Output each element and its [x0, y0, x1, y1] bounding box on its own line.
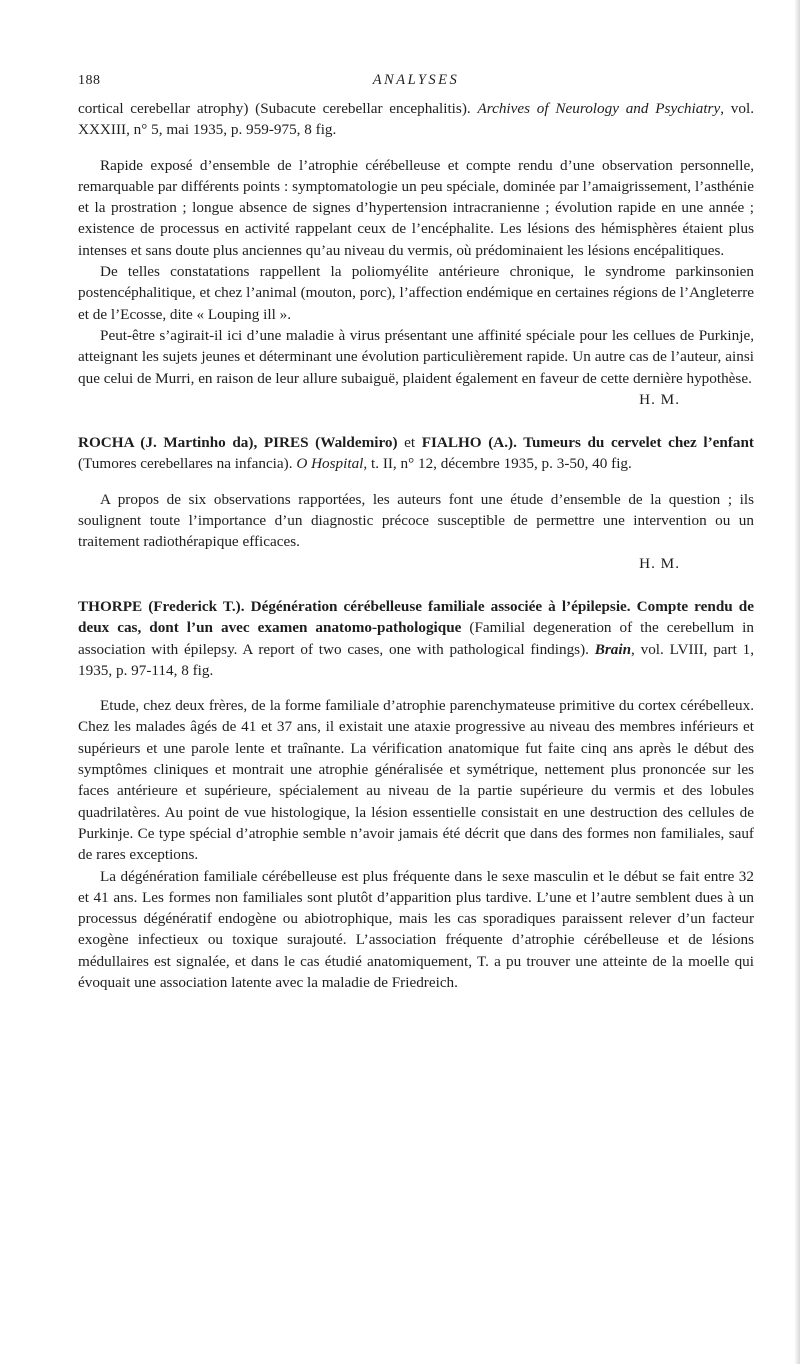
article-title: Tumeurs du cervelet chez l’enfant	[523, 434, 754, 452]
entry-reference	[78, 98, 754, 141]
author-surname: FIALHO	[421, 434, 482, 452]
abstract-paragraph: De telles constatations rappellent la poliomyélite antérieure chronique, le syndrome parkinsonien postencéphalitique, et chez l’animal (mouton, porc), l’affection endémique en certaines régions de l’Angleterre et de l’Ecosse, dite « Louping ill ».	[78, 263, 754, 323]
author-given-name: (Frederick T.).	[142, 597, 251, 615]
author-given-name: (Waldemiro)	[308, 434, 398, 452]
article-title: Dégénération cérébelleuse familiale associée à l’épilepsie. Compte rendu de deux cas, dont l’un avec examen anatomo-pathologique	[78, 597, 754, 637]
reviewer-signature: H. M.	[639, 554, 680, 572]
abstract-paragraph: Peut-être s’agirait-il ici d’une maladie à virus présentant une affinité spéciale pour les cellues de Purkinje, atteignant les sujets jeunes et déterminant une évolution particulièrement rapide. Un autre cas de l’auteur, ainsi que celui de Murri, en raison de leur allure subaiguë, plaident également en faveur de cette dernière hypothèse.	[78, 326, 754, 387]
page-edge-shadow	[794, 0, 800, 1364]
reference-text: cortical cerebellar atrophy) (Subacute cerebellar encephalitis).	[78, 100, 478, 117]
running-head	[78, 70, 754, 92]
original-title: (Familial degeneration of the cerebellum in association with épilepsy. A report of two cases, one with pathological findings).	[78, 619, 754, 658]
journal-name: Brain	[594, 640, 632, 658]
abstract-paragraph: Etude, chez deux frères, de la forme familiale d’atrophie parenchymateuse primitive du cortex cérébelleux. Chez les malades âgés de 41 et 37 ans, il existait une ataxie progressive au niveau des membres inférieurs et supérieurs et une parole lente et traînante. La vérification anatomique fut faite cinq ans après le début des symptômes cliniques et montrait une atrophie généralisée et symétrique, nettement plus prononcée sur les faces antérieure et supérieure, spécialement au niveau de la partie supérieure du vermis et des lobules quadrilatères. Au point de vue histologique, la lésion essentielle consistait en une destruction des cellules de Purkinje. Ce type spécial d’atrophie semble n’avoir jamais été décrit que dans des formes non familiales, sauf de rares exceptions.	[78, 697, 754, 864]
page-number: 188	[78, 73, 101, 88]
reference-details: , t. II, n° 12, décembre 1935, p. 3-50, 40 fig.	[363, 455, 632, 473]
running-title: ANALYSES	[372, 72, 460, 88]
abstract-paragraph: La dégénération familiale cérébelleuse est plus fréquente dans le sexe masculin et le début se fait entre 32 et 41 ans. Les formes non familiales sont plutôt d’apparition plus tardive. L’une et l’autre semblent dues à un processus dégénératif endogène ou abiotrophique, mais les cas sporadiques paraissent relever d’un facteur exogène infectieux ou toxique surajouté. L’association fréquente d’atrophie cérébelleuse et de lésions médullaires est signalée, et dans le cas étudié anatomiquement, T. a pu trouver une atteinte de la moelle qui évoquait une association latente avec la maladie de Friedreich.	[78, 867, 754, 991]
journal-name: Archives of Neurology and Psychiatry	[477, 100, 721, 117]
original-title: (Tumores cerebellares na infancia).	[78, 455, 297, 473]
author-given-name: (J. Martinho da),	[133, 434, 264, 452]
entry-reference	[78, 596, 754, 681]
page-content	[78, 70, 754, 993]
reference-details: , vol. XXXIII, n° 5, mai 1935, p. 959-975, 8 fig.	[78, 100, 754, 139]
abstract-paragraph: Rapide exposé d’ensemble de l’atrophie cérébelleuse et compte rendu d’une observation personnelle, remarquable par différents points : symptomatologie un peu spéciale, dominée par l’amaigrissement, l’asthénie et la prostration ; longue absence de signes d’hypertension intracranienne ; évolution rapide en une année ; existence de processus en activité rappelant ceux de l’encéphalite. Les lésions des hémisphères étaient plus intenses et sans doute plus anciennes qu’au niveau du vermis, où prédominaient les lésions encépalitiques.	[78, 156, 754, 259]
reviewer-signature: H. M.	[639, 390, 680, 408]
entry-reference	[78, 432, 754, 475]
author-given-name: (A.).	[481, 434, 524, 452]
conjunction: et	[397, 434, 422, 452]
author-surname: THORPE	[78, 597, 143, 615]
journal-name: O Hospital	[296, 455, 364, 473]
author-surname: ROCHA	[78, 434, 134, 452]
abstract-paragraph: A propos de six observations rapportées, les auteurs font une étude d’ensemble de la question ; ils soulignent toute l’importance d’un diagnostic précoce susceptible de permettre une intervention ou un traitement radiothérapique efficaces.	[78, 490, 754, 551]
author-surname: PIRES	[263, 434, 309, 452]
reference-details: , vol. LVIII, part 1, 1935, p. 97-114, 8 fig.	[78, 640, 754, 679]
